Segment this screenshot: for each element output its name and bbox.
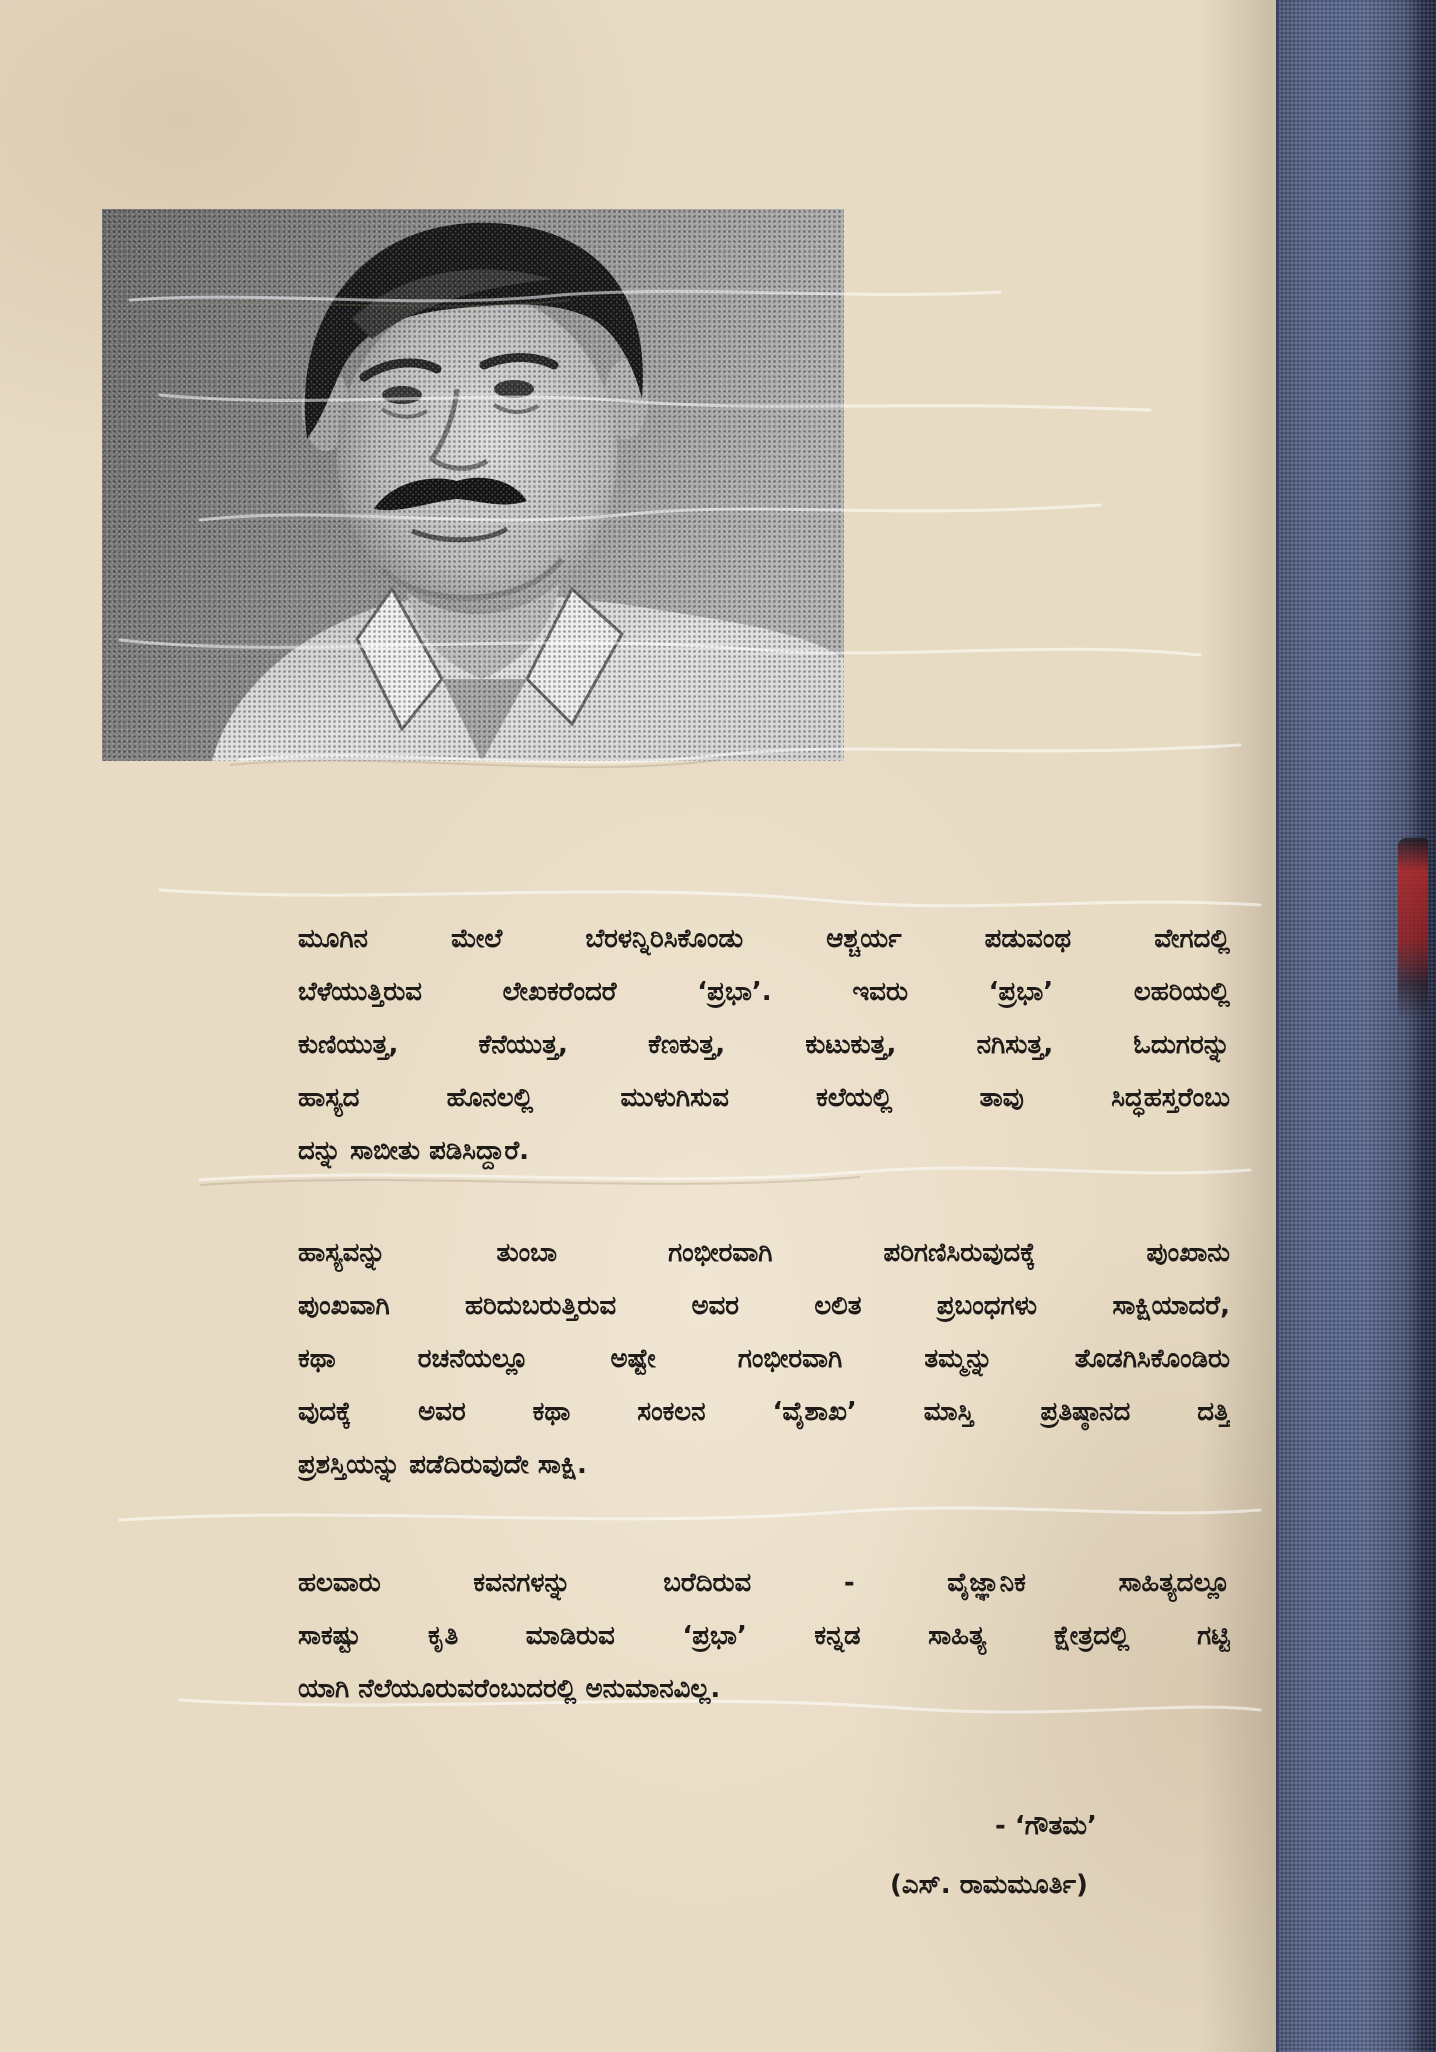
signature-real-name: (ಎಸ್. ರಾಮಮೂರ್ತಿ) (890, 1870, 1088, 1900)
text-line: ದನ್ನು ಸಾಬೀತು ಪಡಿಸಿದ್ದಾರೆ. (298, 1136, 529, 1166)
text-line: ಪುಂಖವಾಗಿ ಹರಿದುಬರುತ್ತಿರುವ ಅವರ ಲಲಿತ ಪ್ರಬಂಧಗಳು ಸಾಕ್ಷಿಯಾದರೆ, (298, 1291, 1230, 1321)
text-line: ಬೆಳೆಯುತ್ತಿರುವ ಲೇಖಕರೆಂದರೆ ‘ಪ್ರಭಾ’. ಇವರು ‘ಪ್ರಭಾ’ ಲಹರಿಯಲ್ಲಿ (298, 977, 1230, 1007)
text-line: ಕಥಾ ರಚನೆಯಲ್ಲೂ ಅಷ್ಟೇ ಗಂಭೀರವಾಗಿ ತಮ್ಮನ್ನು ತೊಡಗಿಸಿಕೊಂಡಿರು (298, 1344, 1230, 1374)
book-spine-cloth (1276, 0, 1436, 2052)
text-line: ಹಲವಾರು ಕವನಗಳನ್ನು ಬರೆದಿರುವ - ವೈಜ್ಞಾನಿಕ ಸಾಹಿತ್ಯದಲ್ಲೂ (298, 1568, 1230, 1598)
blurb-paragraph-2 (298, 1227, 1230, 1492)
text-line: ಸಾಕಷ್ಟು ಕೃತಿ ಮಾಡಿರುವ ‘ಪ್ರಭಾ’ ಕನ್ನಡ ಸಾಹಿತ್ಯ ಕ್ಷೇತ್ರದಲ್ಲಿ ಗಟ್ಟಿ (298, 1621, 1230, 1651)
text-line: ಹಾಸ್ಯದ ಹೊನಲಲ್ಲಿ ಮುಳುಗಿಸುವ ಕಲೆಯಲ್ಲಿ ತಾವು ಸಿದ್ಧಹಸ್ತರೆಂಬು (298, 1083, 1230, 1113)
blurb-paragraph-1 (298, 913, 1230, 1178)
author-portrait-image (102, 209, 844, 761)
text-line: ಮೂಗಿನ ಮೇಲೆ ಬೆರಳನ್ನಿರಿಸಿಕೊಂಡು ಆಶ್ಚರ್ಯ ಪಡುವಂಥ ವೇಗದಲ್ಲಿ (298, 924, 1230, 954)
text-line: ಹಾಸ್ಯವನ್ನು ತುಂಬಾ ಗಂಭೀರವಾಗಿ ಪರಿಗಣಿಸಿರುವುದಕ್ಕೆ ಪುಂಖಾನು (298, 1238, 1230, 1268)
author-photo (102, 209, 844, 761)
text-line: ಕುಣಿಯುತ್ತ, ಕೆನೆಯುತ್ತ, ಕೆಣಕುತ್ತ, ಕುಟುಕುತ್ತ, ನಗಿಸುತ್ತ, ಓದುಗರನ್ನು (298, 1030, 1230, 1060)
text-line: ಪ್ರಶಸ್ತಿಯನ್ನು ಪಡೆದಿರುವುದೇ ಸಾಕ್ಷಿ. (298, 1450, 587, 1480)
spine-red-mark (1398, 838, 1428, 1022)
signature-pen-name: - ‘ಗೌತಮ’ (995, 1811, 1097, 1841)
blurb-paragraph-3 (298, 1557, 1230, 1716)
text-line: ವುದಕ್ಕೆ ಅವರ ಕಥಾ ಸಂಕಲನ ‘ವೈಶಾಖ’ ಮಾಸ್ತಿ ಪ್ರತಿಷ್ಠಾನದ ದತ್ತಿ (298, 1397, 1230, 1427)
text-line: ಯಾಗಿ ನೆಲೆಯೂರುವರೆಂಬುದರಲ್ಲಿ ಅನುಮಾನವಿಲ್ಲ. (298, 1674, 721, 1704)
